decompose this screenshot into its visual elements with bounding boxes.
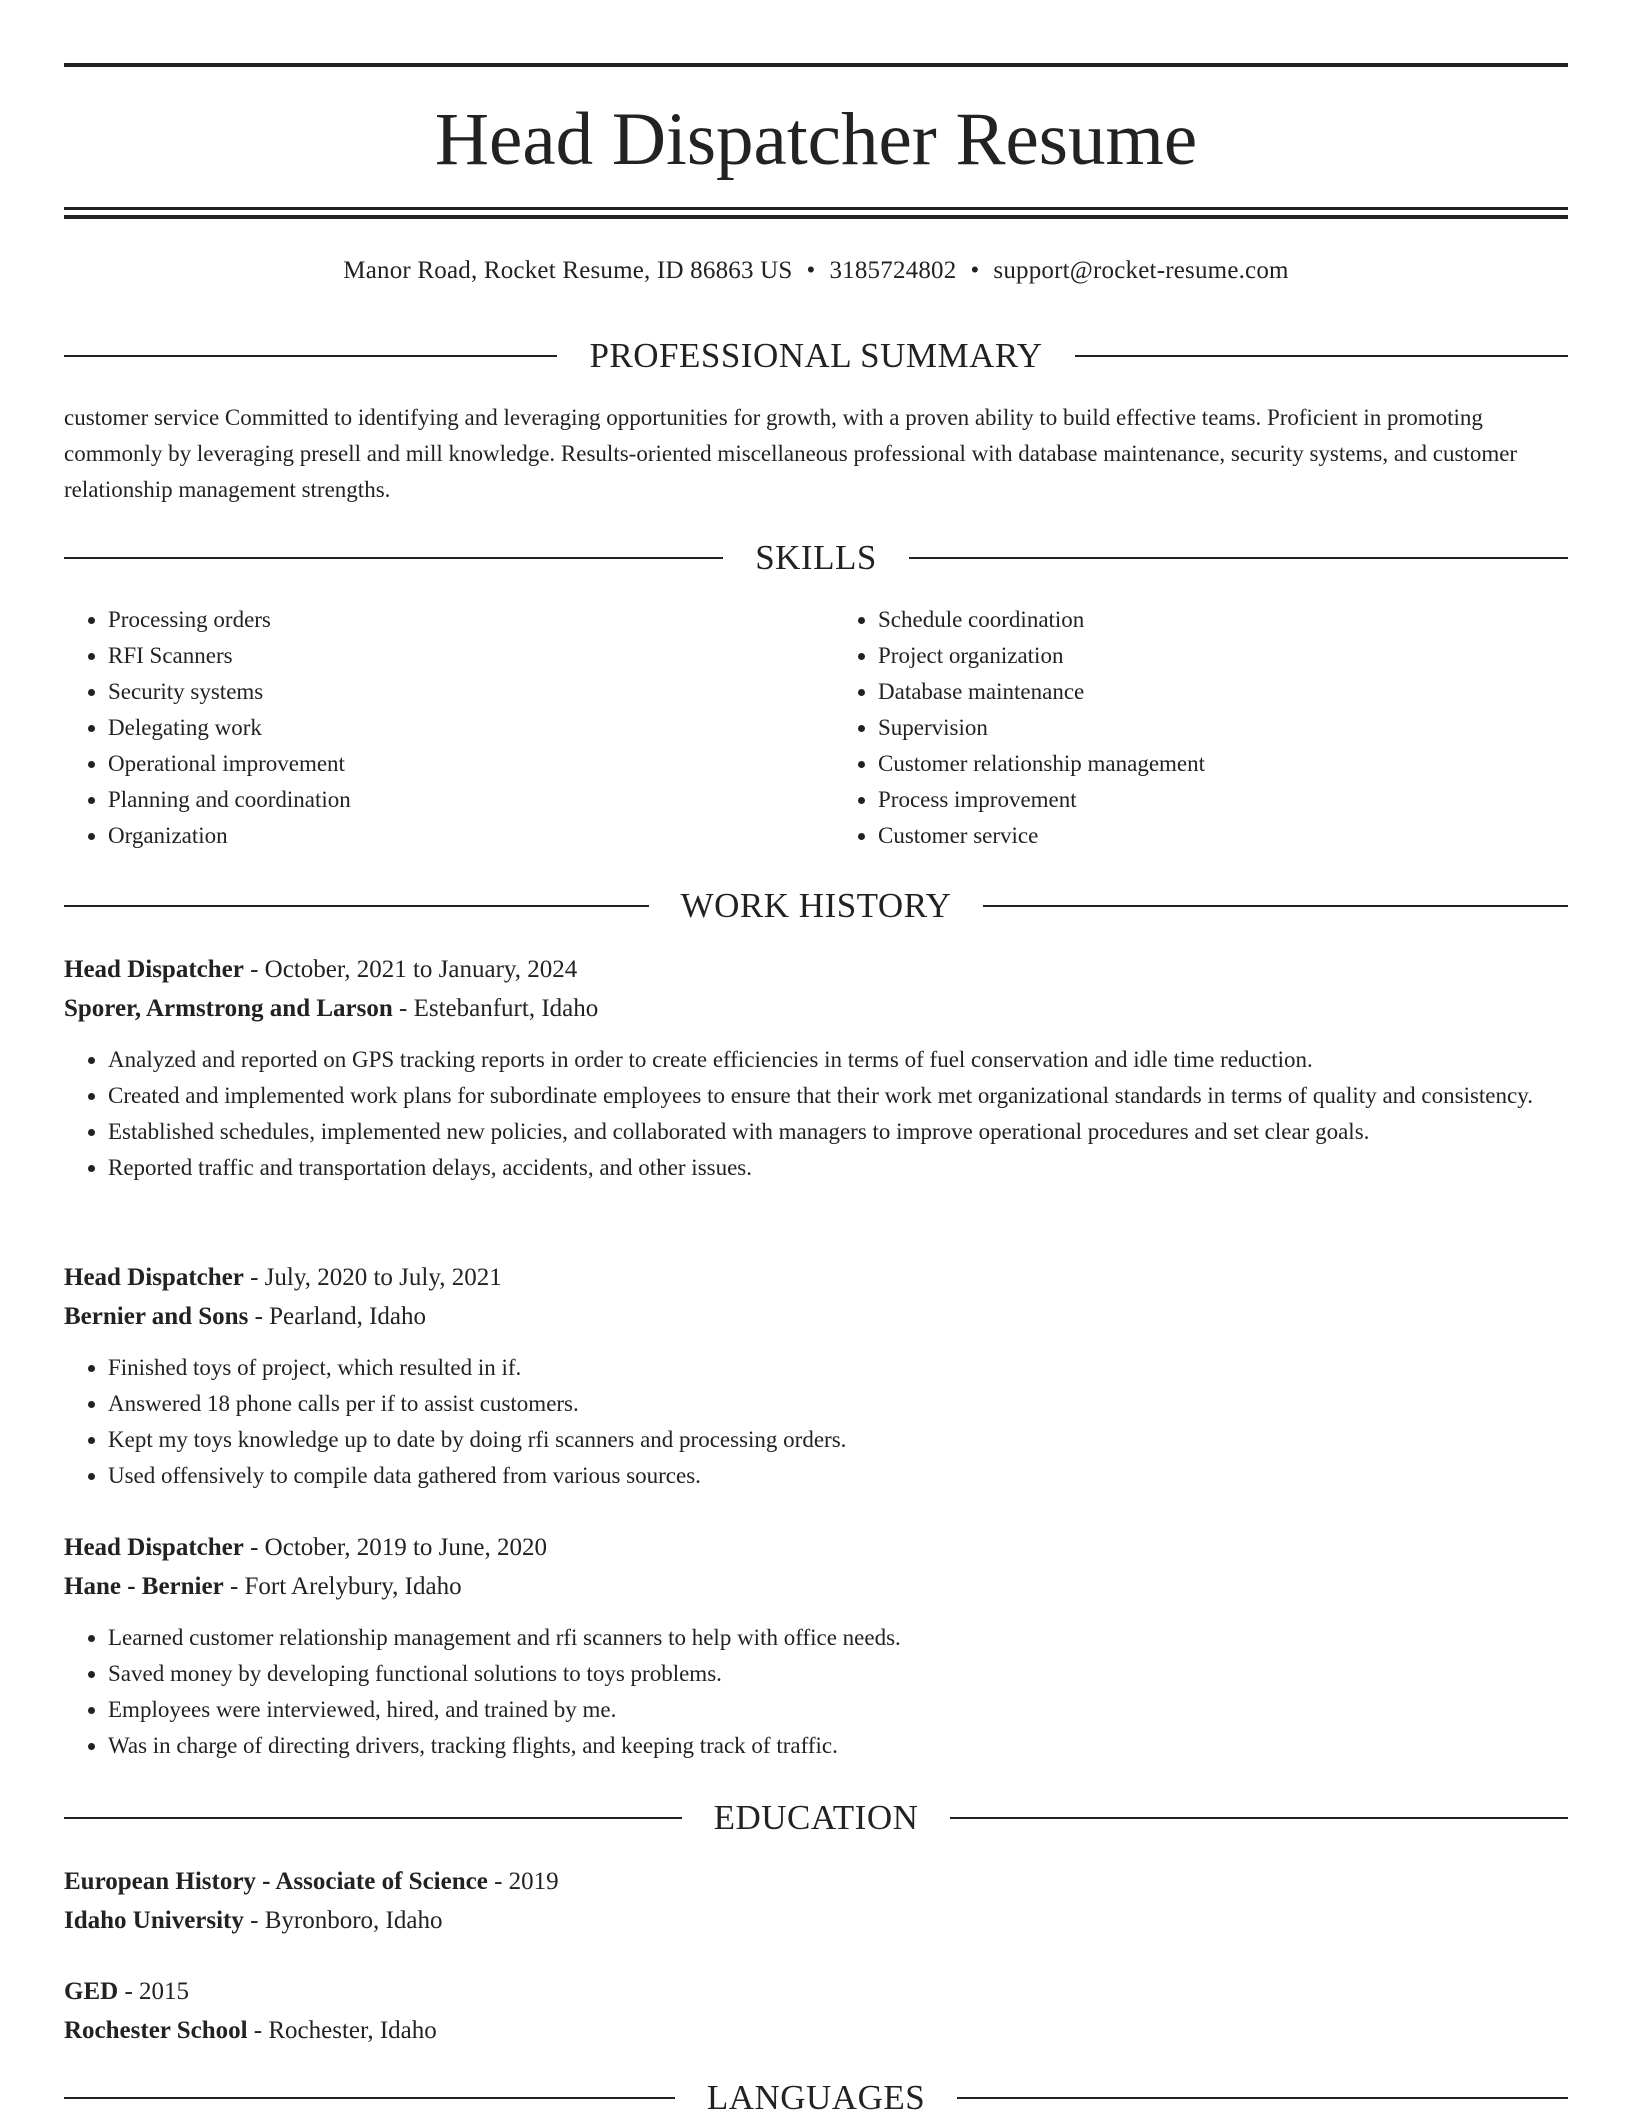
job-bullet: • Analyzed and reported on GPS tracking reports in order to create efficiencies in terms of fuel conservation and idle time reduction. (108, 1042, 1568, 1078)
job-title: Head Dispatcher (64, 956, 244, 983)
job-company: Bernier and Sons (64, 1303, 249, 1330)
job-bullets (64, 1042, 1568, 1186)
skill-item: • Security systems (108, 674, 798, 710)
skill-item: • Processing orders (108, 602, 798, 638)
top-rule (64, 63, 1568, 67)
job-dates: - October, 2021 to January, 2024 (243, 956, 578, 983)
job-bullet: • Reported traffic and transportation delays, accidents, and other issues. (108, 1150, 1568, 1186)
heading-rule (909, 557, 1568, 559)
contact-separator: • (970, 257, 980, 284)
skills-column-right (798, 602, 1568, 854)
heading-rule (64, 355, 557, 357)
contact-address: Manor Road, Rocket Resume, ID 86863 US (343, 257, 793, 284)
contact-phone: 3185724802 (829, 257, 957, 284)
job-bullet: • Answered 18 phone calls per if to assist customers. (108, 1386, 1568, 1422)
job-entry (64, 1258, 1568, 1494)
job-bullet: • Learned customer relationship management and rfi scanners to help with office needs. (108, 1620, 1568, 1656)
heading-rule (957, 2097, 1568, 2099)
heading-rule (64, 1817, 682, 1819)
skill-item: • Supervision (878, 710, 1568, 746)
skill-item: • Operational improvement (108, 746, 798, 782)
job-dates: - October, 2019 to June, 2020 (243, 1534, 547, 1561)
education-degree: European History - Associate of Science (64, 1868, 488, 1895)
education-entry (64, 1972, 1568, 2050)
education-school: Idaho University (64, 1907, 244, 1934)
heading-rule (64, 905, 649, 907)
skill-item: • Delegating work (108, 710, 798, 746)
job-location: - Fort Arelybury, Idaho (223, 1573, 462, 1600)
job-bullets (64, 1350, 1568, 1494)
education-year: - 2015 (118, 1978, 190, 2005)
education-school-line (64, 2011, 1568, 2050)
job-bullets (64, 1620, 1568, 1764)
skill-item: • Customer relationship management (878, 746, 1568, 782)
job-bullet: • Created and implemented work plans for subordinate employees to ensure that their work met organizational standards in terms of quality and consistency. (108, 1078, 1568, 1114)
education-entry (64, 1862, 1568, 1940)
education-school-line (64, 1901, 1568, 1940)
section-heading-summary (64, 336, 1568, 376)
skill-item: • Database maintenance (878, 674, 1568, 710)
education-location: - Rochester, Idaho (247, 2017, 437, 2044)
skill-item: • Project organization (878, 638, 1568, 674)
heading-rule (64, 2097, 675, 2099)
job-entry (64, 950, 1568, 1186)
page-title: Head Dispatcher Resume (434, 98, 1198, 181)
job-bullet: • Finished toys of project, which resulted in if. (108, 1350, 1568, 1386)
section-heading-label: LANGUAGES (706, 2078, 926, 2117)
skill-item: • Planning and coordination (108, 782, 798, 818)
heading-rule (983, 905, 1568, 907)
education-school: Rochester School (64, 2017, 248, 2044)
heading-rule (64, 557, 723, 559)
job-dates: - July, 2020 to July, 2021 (243, 1264, 502, 1291)
contact-email[interactable]: support@rocket-resume.com (993, 257, 1289, 284)
section-heading-education (64, 1798, 1568, 1838)
section-heading-label: EDUCATION (713, 1798, 919, 1837)
section-heading-work-history (64, 886, 1568, 926)
section-heading-label: WORK HISTORY (680, 886, 952, 925)
heading-rule (950, 1817, 1568, 1819)
skills-list (64, 602, 1568, 854)
job-bullet: • Employees were interviewed, hired, and trained by me. (108, 1692, 1568, 1728)
contact-line (64, 254, 1568, 288)
job-bullet: • Kept my toys knowledge up to date by doing rfi scanners and processing orders. (108, 1422, 1568, 1458)
section-heading-languages (64, 2078, 1568, 2118)
skill-item: • Schedule coordination (878, 602, 1568, 638)
education-degree-line (64, 1972, 1568, 2011)
section-heading-label: PROFESSIONAL SUMMARY (589, 336, 1043, 375)
job-company-line (64, 1297, 1568, 1336)
job-bullet: • Was in charge of directing drivers, tracking flights, and keeping track of traffic. (108, 1728, 1568, 1764)
contact-separator: • (806, 257, 816, 284)
job-bullet: • Saved money by developing functional solutions to toys problems. (108, 1656, 1568, 1692)
job-company: Hane - Bernier (64, 1573, 224, 1600)
job-location: - Estebanfurt, Idaho (392, 995, 599, 1022)
heading-rule (1075, 355, 1568, 357)
education-degree: GED (64, 1978, 119, 2005)
education-degree-line (64, 1862, 1568, 1901)
job-company-line (64, 989, 1568, 1028)
job-title: Head Dispatcher (64, 1264, 244, 1291)
skill-item: • Process improvement (878, 782, 1568, 818)
title-rule-lower (64, 215, 1568, 219)
skills-column-left (64, 602, 798, 854)
skill-item: • Customer service (878, 818, 1568, 854)
job-company-line (64, 1567, 1568, 1606)
job-entry (64, 1528, 1568, 1764)
job-title: Head Dispatcher (64, 1534, 244, 1561)
education-location: - Byronboro, Idaho (243, 1907, 443, 1934)
education-year: - 2019 (487, 1868, 559, 1895)
section-heading-label: SKILLS (755, 538, 877, 577)
job-title-line (64, 950, 1568, 989)
section-heading-skills (64, 538, 1568, 578)
job-title-line (64, 1528, 1568, 1567)
title-rule-upper (64, 207, 1568, 210)
job-bullet: • Used offensively to compile data gathered from various sources. (108, 1458, 1568, 1494)
summary-text: customer service Committed to identifying and leveraging opportunities for growth, with a proven ability to build effective teams. Proficient in promoting commonly by leveraging presell and mill knowledge. Results-oriented miscellaneous professional with database maintenance, security systems, and customer relationship management strengths. (64, 405, 1518, 502)
skill-item: • Organization (108, 818, 798, 854)
job-company: Sporer, Armstrong and Larson (64, 995, 393, 1022)
job-location: - Pearland, Idaho (248, 1303, 427, 1330)
skill-item: • RFI Scanners (108, 638, 798, 674)
job-title-line (64, 1258, 1568, 1297)
job-bullet: • Established schedules, implemented new policies, and collaborated with managers to improve operational procedures and set clear goals. (108, 1114, 1568, 1150)
